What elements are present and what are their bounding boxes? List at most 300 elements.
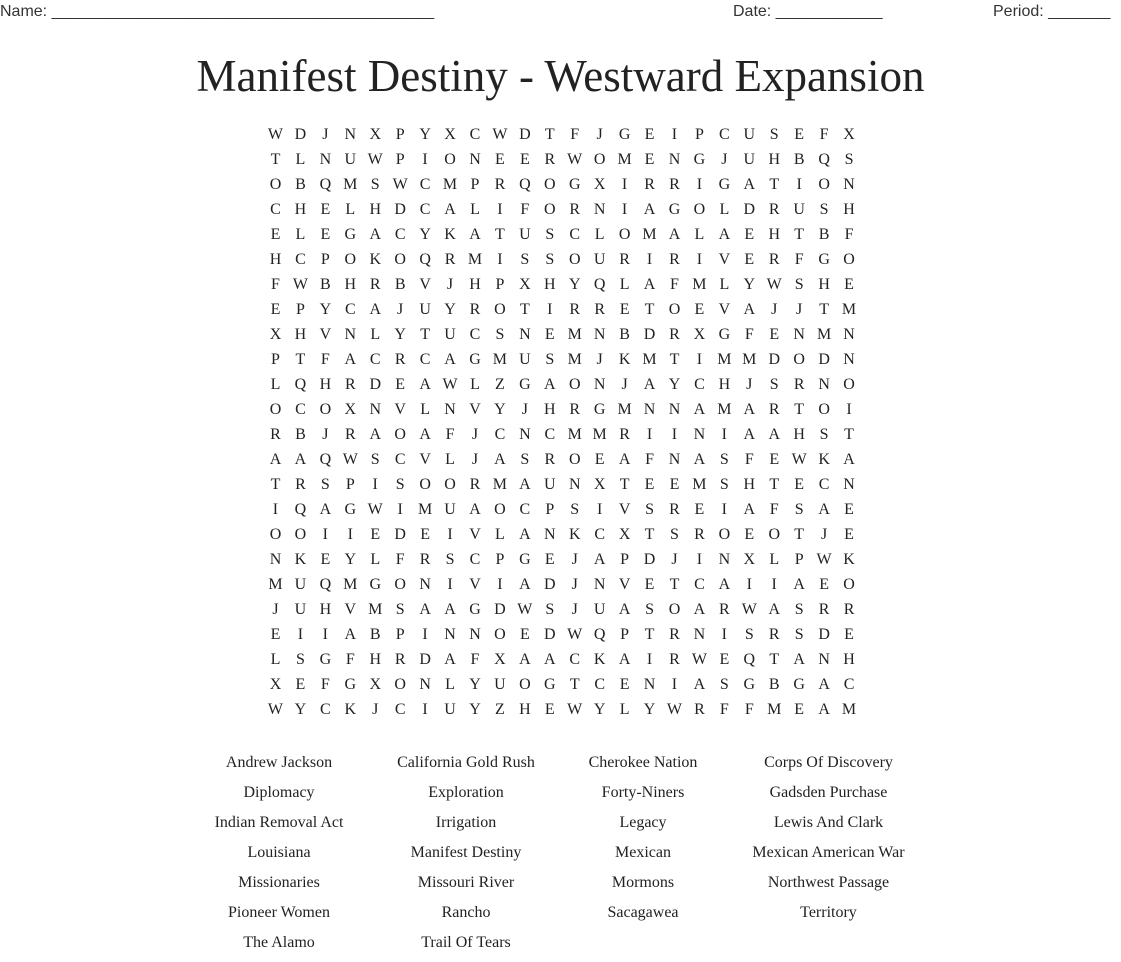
grid-letter[interactable]: A	[818, 501, 830, 518]
grid-letter[interactable]: C	[569, 226, 581, 243]
grid-letter[interactable]: Y	[344, 551, 357, 568]
grid-letter[interactable]: G	[319, 651, 332, 668]
grid-letter[interactable]: L	[594, 226, 605, 243]
grid-letter[interactable]: I	[621, 176, 628, 193]
grid-letter[interactable]: V	[618, 576, 631, 593]
grid-letter[interactable]: P	[694, 126, 704, 143]
grid-letter[interactable]: N	[469, 151, 481, 168]
grid-letter[interactable]: A	[793, 576, 805, 593]
grid-letter[interactable]: X	[593, 476, 606, 493]
grid-letter[interactable]: F	[645, 451, 654, 468]
grid-letter[interactable]: R	[619, 426, 630, 443]
grid-letter[interactable]: S	[645, 601, 654, 618]
grid-letter[interactable]: N	[668, 151, 681, 168]
grid-letter[interactable]: P	[395, 626, 405, 643]
grid-letter[interactable]: F	[320, 351, 330, 368]
grid-letter[interactable]: J	[596, 351, 603, 368]
grid-letter[interactable]: I	[422, 626, 428, 643]
grid-letter[interactable]: O	[843, 251, 855, 268]
grid-letter[interactable]: G	[344, 226, 357, 243]
grid-letter[interactable]: N	[693, 426, 706, 443]
grid-letter[interactable]: S	[794, 601, 804, 618]
grid-letter[interactable]: H	[269, 251, 282, 268]
grid-letter[interactable]: E	[644, 126, 655, 143]
grid-letter[interactable]: E	[794, 476, 805, 493]
grid-letter[interactable]: F	[445, 426, 455, 443]
grid-letter[interactable]: M	[442, 176, 458, 193]
grid-letter[interactable]: G	[743, 676, 756, 693]
grid-letter[interactable]: X	[269, 676, 282, 693]
grid-letter[interactable]: M	[567, 326, 582, 343]
grid-letter[interactable]: C	[818, 476, 830, 493]
grid-letter[interactable]: L	[295, 226, 306, 243]
grid-letter[interactable]: A	[519, 476, 531, 493]
grid-letter[interactable]: E	[495, 151, 505, 168]
grid-letter[interactable]: D	[419, 651, 431, 668]
grid-letter[interactable]: X	[344, 401, 357, 418]
grid-letter[interactable]: E	[519, 151, 530, 168]
grid-letter[interactable]: X	[743, 551, 756, 568]
grid-letter[interactable]: U	[743, 126, 756, 143]
grid-letter[interactable]: R	[669, 251, 680, 268]
grid-letter[interactable]: L	[370, 326, 381, 343]
grid-letter[interactable]: H	[294, 201, 307, 218]
grid-letter[interactable]: N	[693, 626, 706, 643]
grid-letter[interactable]: L	[445, 451, 455, 468]
grid-letter[interactable]: I	[297, 626, 304, 643]
grid-letter[interactable]: A	[544, 376, 556, 393]
grid-letter[interactable]: Z	[495, 376, 505, 393]
grid-letter[interactable]: A	[444, 201, 456, 218]
grid-letter[interactable]: G	[693, 151, 706, 168]
grid-letter[interactable]: T	[519, 301, 530, 318]
grid-letter[interactable]: O	[294, 526, 307, 543]
grid-letter[interactable]: C	[419, 176, 431, 193]
grid-letter[interactable]: R	[369, 276, 381, 293]
grid-letter[interactable]: O	[568, 451, 581, 468]
grid-letter[interactable]: F	[819, 126, 829, 143]
grid-letter[interactable]: H	[544, 276, 556, 293]
grid-letter[interactable]: I	[746, 576, 752, 593]
grid-letter[interactable]: Q	[519, 176, 531, 193]
grid-letter[interactable]: Z	[495, 701, 505, 718]
grid-letter[interactable]: V	[344, 601, 357, 618]
grid-letter[interactable]: U	[444, 326, 456, 343]
grid-letter[interactable]: S	[844, 151, 854, 168]
grid-letter[interactable]: J	[596, 126, 603, 143]
grid-letter[interactable]: X	[369, 676, 381, 693]
grid-letter[interactable]: J	[820, 526, 828, 543]
grid-letter[interactable]: R	[768, 401, 780, 418]
grid-letter[interactable]: O	[494, 626, 506, 643]
grid-letter[interactable]: A	[818, 676, 830, 693]
grid-letter[interactable]: W	[367, 151, 383, 168]
grid-letter[interactable]: X	[444, 126, 456, 143]
grid-letter[interactable]: E	[719, 651, 730, 668]
grid-letter[interactable]: Y	[668, 376, 681, 393]
grid-letter[interactable]: M	[841, 301, 857, 318]
grid-letter[interactable]: Y	[469, 676, 481, 693]
grid-letter[interactable]: P	[320, 251, 330, 268]
grid-letter[interactable]: A	[643, 376, 656, 393]
grid-letter[interactable]: I	[322, 626, 328, 643]
grid-letter[interactable]: P	[545, 501, 555, 518]
grid-letter[interactable]: E	[320, 201, 331, 218]
grid-letter[interactable]: A	[294, 451, 307, 468]
grid-letter[interactable]: N	[419, 676, 431, 693]
grid-letter[interactable]: V	[718, 251, 731, 268]
grid-letter[interactable]: W	[567, 626, 583, 643]
grid-letter[interactable]: O	[394, 576, 406, 593]
grid-letter[interactable]: I	[696, 176, 703, 193]
grid-letter[interactable]: G	[519, 376, 531, 393]
grid-letter[interactable]: A	[519, 526, 531, 543]
grid-letter[interactable]: L	[295, 151, 306, 168]
grid-letter[interactable]: D	[494, 601, 506, 618]
grid-letter[interactable]: Q	[294, 501, 307, 518]
grid-letter[interactable]: M	[692, 476, 707, 493]
grid-letter[interactable]: I	[372, 476, 378, 493]
grid-letter[interactable]: A	[643, 201, 656, 218]
grid-letter[interactable]: A	[269, 451, 282, 468]
grid-letter[interactable]: Y	[568, 276, 581, 293]
grid-letter[interactable]: A	[843, 451, 855, 468]
grid-letter[interactable]: S	[719, 451, 729, 468]
grid-letter[interactable]: W	[267, 701, 284, 718]
grid-letter[interactable]: Q	[818, 151, 830, 168]
grid-letter[interactable]: N	[344, 126, 357, 143]
grid-letter[interactable]: A	[693, 676, 706, 693]
grid-letter[interactable]: H	[818, 276, 830, 293]
grid-letter[interactable]: A	[469, 501, 481, 518]
grid-letter[interactable]: A	[419, 426, 431, 443]
grid-letter[interactable]: B	[619, 326, 630, 343]
grid-letter[interactable]: R	[270, 426, 281, 443]
grid-letter[interactable]: M	[642, 351, 657, 368]
grid-letter[interactable]: O	[344, 251, 357, 268]
grid-letter[interactable]: A	[444, 351, 456, 368]
grid-letter[interactable]: A	[643, 276, 656, 293]
grid-letter[interactable]: P	[395, 151, 405, 168]
grid-letter[interactable]: F	[744, 451, 754, 468]
grid-letter[interactable]: I	[696, 351, 703, 368]
grid-letter[interactable]: N	[593, 376, 606, 393]
grid-letter[interactable]: H	[768, 226, 780, 243]
grid-letter[interactable]: R	[544, 151, 556, 168]
grid-letter[interactable]: M	[816, 326, 832, 343]
grid-letter[interactable]: J	[397, 301, 404, 318]
grid-letter[interactable]: R	[669, 176, 680, 193]
grid-letter[interactable]: W	[267, 126, 284, 143]
grid-letter[interactable]: A	[743, 301, 756, 318]
grid-letter[interactable]: L	[470, 376, 480, 393]
grid-letter[interactable]: K	[344, 701, 357, 718]
grid-letter[interactable]: Q	[294, 376, 307, 393]
grid-letter[interactable]: V	[419, 276, 431, 293]
grid-letter[interactable]: S	[370, 451, 380, 468]
grid-letter[interactable]: V	[319, 326, 332, 343]
grid-letter[interactable]: E	[769, 326, 780, 343]
grid-letter[interactable]: U	[593, 601, 606, 618]
grid-letter[interactable]: D	[369, 376, 381, 393]
grid-letter[interactable]: W	[492, 126, 508, 143]
grid-letter[interactable]: T	[420, 326, 430, 343]
grid-letter[interactable]: R	[768, 251, 780, 268]
grid-letter[interactable]: X	[494, 651, 506, 668]
grid-letter[interactable]: C	[594, 676, 605, 693]
grid-letter[interactable]: C	[469, 551, 481, 568]
grid-letter[interactable]: U	[294, 601, 307, 618]
grid-letter[interactable]: W	[567, 701, 583, 718]
grid-letter[interactable]: E	[794, 126, 805, 143]
grid-letter[interactable]: D	[519, 126, 531, 143]
grid-letter[interactable]: A	[444, 651, 456, 668]
grid-letter[interactable]: B	[295, 426, 306, 443]
grid-letter[interactable]: W	[292, 276, 308, 293]
grid-letter[interactable]: I	[272, 501, 279, 518]
grid-letter[interactable]: S	[545, 601, 555, 618]
grid-letter[interactable]: C	[295, 251, 306, 268]
grid-letter[interactable]: C	[295, 401, 306, 418]
grid-letter[interactable]: N	[818, 376, 830, 393]
grid-letter[interactable]: R	[494, 176, 506, 193]
grid-letter[interactable]: T	[644, 301, 655, 318]
grid-letter[interactable]: A	[494, 451, 506, 468]
grid-letter[interactable]: E	[794, 701, 805, 718]
grid-letter[interactable]: M	[492, 351, 508, 368]
grid-letter[interactable]: T	[295, 351, 306, 368]
grid-letter[interactable]: O	[843, 576, 855, 593]
grid-letter[interactable]: E	[694, 501, 705, 518]
grid-letter[interactable]: H	[469, 276, 481, 293]
grid-letter[interactable]: G	[618, 126, 631, 143]
grid-letter[interactable]: E	[544, 701, 555, 718]
grid-letter[interactable]: N	[843, 351, 855, 368]
grid-letter[interactable]: P	[495, 551, 505, 568]
grid-letter[interactable]: E	[295, 676, 306, 693]
grid-letter[interactable]: M	[343, 176, 358, 193]
grid-letter[interactable]: R	[569, 201, 581, 218]
grid-letter[interactable]: G	[668, 201, 681, 218]
grid-letter[interactable]: G	[469, 351, 481, 368]
grid-letter[interactable]: O	[269, 526, 282, 543]
grid-letter[interactable]: M	[343, 576, 358, 593]
grid-letter[interactable]: T	[769, 476, 780, 493]
grid-letter[interactable]: J	[771, 301, 778, 318]
grid-letter[interactable]: L	[345, 201, 356, 218]
grid-letter[interactable]: A	[369, 426, 381, 443]
grid-letter[interactable]: J	[621, 376, 628, 393]
grid-letter[interactable]: R	[544, 451, 556, 468]
grid-letter[interactable]: O	[668, 301, 681, 318]
grid-letter[interactable]: A	[693, 401, 706, 418]
grid-letter[interactable]: U	[519, 226, 531, 243]
grid-letter[interactable]: J	[671, 551, 678, 568]
grid-letter[interactable]: P	[295, 301, 305, 318]
grid-letter[interactable]: R	[768, 626, 780, 643]
grid-letter[interactable]: X	[519, 276, 531, 293]
grid-letter[interactable]: C	[469, 126, 481, 143]
grid-letter[interactable]: E	[370, 526, 381, 543]
grid-letter[interactable]: L	[619, 276, 630, 293]
grid-letter[interactable]: X	[843, 126, 855, 143]
grid-letter[interactable]: G	[793, 676, 805, 693]
grid-letter[interactable]: R	[469, 476, 481, 493]
grid-letter[interactable]: C	[719, 126, 730, 143]
grid-letter[interactable]: S	[794, 276, 804, 293]
grid-letter[interactable]: N	[643, 401, 656, 418]
grid-letter[interactable]: F	[844, 226, 854, 243]
grid-letter[interactable]: U	[743, 151, 756, 168]
grid-letter[interactable]: D	[643, 326, 656, 343]
grid-letter[interactable]: T	[794, 401, 805, 418]
grid-letter[interactable]: N	[444, 626, 456, 643]
grid-letter[interactable]: S	[794, 626, 804, 643]
grid-letter[interactable]: F	[744, 326, 754, 343]
grid-letter[interactable]: O	[394, 426, 406, 443]
grid-letter[interactable]: R	[843, 601, 855, 618]
grid-letter[interactable]: N	[593, 576, 606, 593]
grid-letter[interactable]: P	[271, 351, 280, 368]
grid-letter[interactable]: R	[419, 551, 431, 568]
grid-letter[interactable]: S	[495, 326, 505, 343]
grid-letter[interactable]: T	[495, 226, 505, 243]
grid-letter[interactable]: E	[644, 151, 655, 168]
grid-letter[interactable]: A	[818, 701, 830, 718]
grid-letter[interactable]: H	[369, 651, 381, 668]
grid-letter[interactable]: R	[768, 201, 780, 218]
grid-letter[interactable]: S	[370, 176, 380, 193]
grid-letter[interactable]: O	[394, 676, 406, 693]
grid-letter[interactable]: N	[718, 551, 731, 568]
grid-letter[interactable]: C	[594, 526, 605, 543]
grid-letter[interactable]: J	[322, 126, 329, 143]
grid-letter[interactable]: A	[593, 551, 606, 568]
grid-letter[interactable]: I	[422, 701, 428, 718]
grid-letter[interactable]: N	[544, 526, 556, 543]
grid-letter[interactable]: Q	[319, 451, 332, 468]
grid-letter[interactable]: D	[643, 551, 656, 568]
grid-letter[interactable]: S	[769, 376, 779, 393]
grid-letter[interactable]: A	[444, 601, 456, 618]
grid-letter[interactable]: G	[593, 401, 606, 418]
grid-letter[interactable]: T	[544, 126, 555, 143]
grid-letter[interactable]: C	[270, 201, 281, 218]
grid-letter[interactable]: L	[719, 276, 730, 293]
grid-letter[interactable]: E	[744, 251, 755, 268]
grid-letter[interactable]: R	[344, 426, 356, 443]
grid-letter[interactable]: D	[818, 626, 830, 643]
grid-letter[interactable]: S	[545, 351, 555, 368]
grid-letter[interactable]: W	[567, 151, 583, 168]
grid-letter[interactable]: D	[394, 526, 406, 543]
grid-letter[interactable]: W	[791, 451, 807, 468]
grid-letter[interactable]: F	[271, 276, 280, 293]
grid-letter[interactable]: I	[696, 251, 703, 268]
grid-letter[interactable]: C	[843, 676, 855, 693]
grid-letter[interactable]: H	[768, 151, 780, 168]
grid-letter[interactable]: B	[818, 226, 830, 243]
grid-letter[interactable]: E	[744, 526, 755, 543]
grid-letter[interactable]: N	[469, 626, 481, 643]
grid-letter[interactable]: E	[519, 626, 530, 643]
grid-letter[interactable]: L	[619, 701, 630, 718]
grid-letter[interactable]: E	[320, 551, 331, 568]
grid-letter[interactable]: L	[370, 551, 381, 568]
grid-letter[interactable]: A	[618, 651, 631, 668]
grid-letter[interactable]: E	[819, 576, 829, 593]
grid-letter[interactable]: A	[544, 651, 556, 668]
grid-letter[interactable]: Q	[319, 176, 332, 193]
grid-letter[interactable]: P	[794, 551, 804, 568]
grid-letter[interactable]: E	[644, 476, 655, 493]
grid-letter[interactable]: E	[320, 226, 331, 243]
grid-letter[interactable]: J	[571, 601, 578, 618]
grid-letter[interactable]: E	[844, 526, 854, 543]
grid-letter[interactable]: Q	[593, 626, 606, 643]
grid-letter[interactable]: U	[519, 351, 531, 368]
grid-letter[interactable]: E	[544, 326, 555, 343]
grid-letter[interactable]: T	[794, 226, 805, 243]
grid-letter[interactable]: O	[419, 476, 431, 493]
grid-letter[interactable]: Q	[319, 576, 332, 593]
grid-letter[interactable]: I	[771, 576, 777, 593]
grid-letter[interactable]: E	[270, 626, 281, 643]
grid-letter[interactable]: O	[519, 676, 531, 693]
grid-letter[interactable]: M	[492, 476, 508, 493]
grid-letter[interactable]: J	[372, 701, 379, 718]
grid-letter[interactable]: C	[469, 326, 481, 343]
grid-letter[interactable]: R	[444, 251, 456, 268]
grid-letter[interactable]: S	[395, 476, 405, 493]
grid-letter[interactable]: C	[694, 376, 705, 393]
grid-letter[interactable]: T	[769, 651, 780, 668]
grid-letter[interactable]: N	[519, 426, 531, 443]
grid-letter[interactable]: B	[768, 676, 780, 693]
grid-letter[interactable]: I	[646, 251, 653, 268]
grid-letter[interactable]: R	[694, 701, 705, 718]
grid-letter[interactable]: O	[818, 401, 830, 418]
grid-letter[interactable]: A	[344, 626, 357, 643]
grid-letter[interactable]: B	[394, 276, 406, 293]
grid-letter[interactable]: G	[369, 576, 381, 593]
grid-letter[interactable]: A	[793, 651, 805, 668]
grid-letter[interactable]: A	[768, 426, 780, 443]
grid-letter[interactable]: Y	[394, 326, 406, 343]
grid-letter[interactable]: R	[669, 626, 680, 643]
grid-letter[interactable]: L	[270, 376, 281, 393]
grid-letter[interactable]: V	[718, 301, 731, 318]
grid-letter[interactable]: A	[344, 351, 357, 368]
grid-letter[interactable]: G	[718, 176, 731, 193]
grid-letter[interactable]: G	[818, 251, 830, 268]
grid-letter[interactable]: F	[520, 201, 530, 218]
grid-letter[interactable]: K	[444, 226, 456, 243]
grid-letter[interactable]: D	[394, 201, 406, 218]
grid-letter[interactable]: A	[718, 226, 731, 243]
grid-letter[interactable]: P	[620, 626, 630, 643]
grid-letter[interactable]: P	[345, 476, 355, 493]
grid-letter[interactable]: O	[394, 251, 406, 268]
grid-letter[interactable]: O	[444, 476, 456, 493]
grid-letter[interactable]: U	[344, 151, 357, 168]
grid-letter[interactable]: I	[721, 426, 727, 443]
grid-letter[interactable]: T	[669, 576, 680, 593]
grid-letter[interactable]: S	[520, 451, 530, 468]
grid-letter[interactable]: H	[319, 601, 332, 618]
grid-letter[interactable]: O	[544, 176, 556, 193]
grid-letter[interactable]: H	[544, 401, 556, 418]
